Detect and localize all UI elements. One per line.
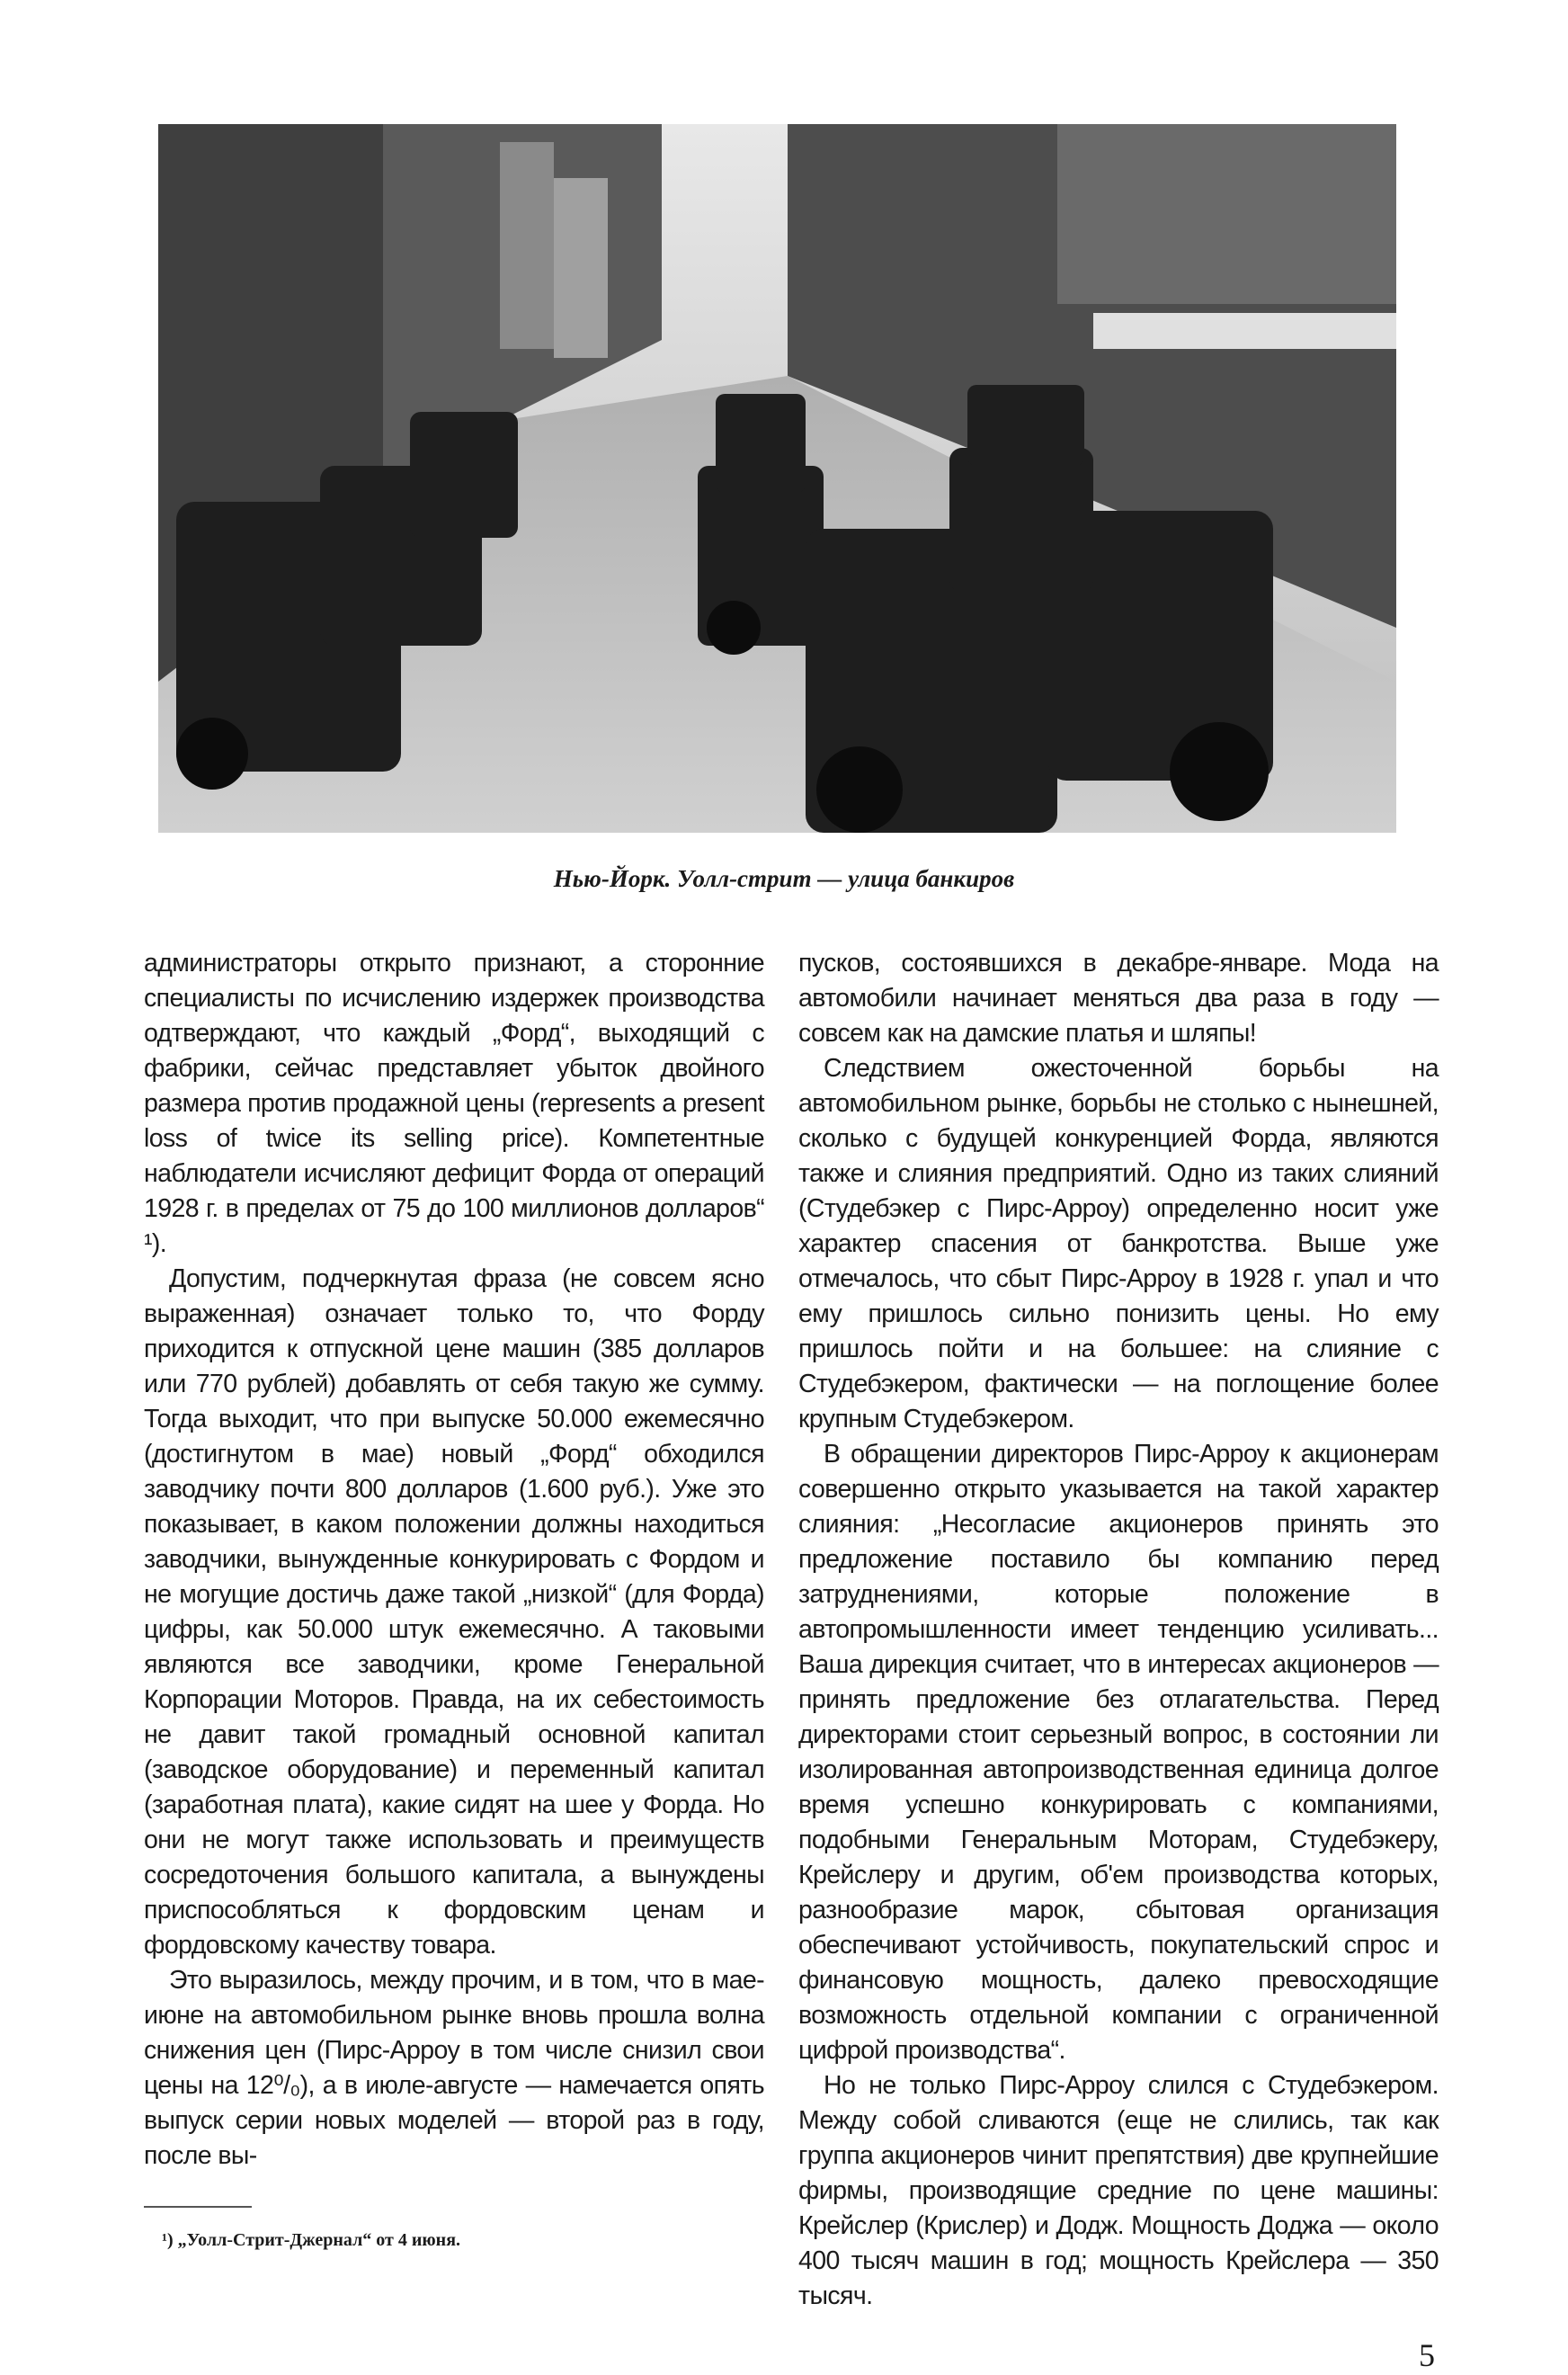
paragraph: Допустим, подчеркнутая фраза (не совсем ясно выраженная) означает только то, что Форду приходится к отпускной цене машин (385 долларов или 770 рублей) добавлять от себя такую же сумму. Тогда выходит, что при выпуске 50.000 ежемесячно (достигнутом в мае) новый „Форд“ обходился заводчику почти 800 долларов (1.600 руб.). Уже это показывает, в каком положении должны находиться заводчики, вынужденные конкурировать с Фордом и не могущие достичь даже такой „низкой“ (для Форда) цифры, как 50.000 штук ежемесячно. А таковыми являются все заводчики, кроме Генеральной Корпорации Моторов. Правда, на их себестоимость не давит такой громадный основной капитал (заводское оборудование) и переменный капитал (заработная плата), какие сидят на шее у Форда. Но они не могут также использовать и преимуществ сосредоточения большого капитала, а вынуждены приспособляться к фордовским ценам и фордовскому качеству товара. <box>144 1264 764 1960</box>
footnote-divider <box>144 2206 252 2208</box>
footnote: ¹) „Уолл-Стрит-Джернал“ от 4 июня. <box>162 2230 461 2250</box>
page-number: 5 <box>1419 2337 1435 2373</box>
paragraph: Следствием ожесточенной борьбы на автомобильном рынке, борьбы не столько с нынешней, сколько с будущей конкуренцией Форда, являются также и слияния предприятий. Одно из таких слияний (Студебэкер с Пирс-Арроу) определенно носит уже характер спасения от банкротства. Выше уже отмечалось, что сбыт Пирс-Арроу в 1928 г. упал и что ему пришлось сильно понизить цены. Но ему пришлось пойти и на большее: на слияние с Студебэкером, фактически — на поглощение более крупным Студебэкером. <box>798 1054 1439 1433</box>
paragraph: Но не только Пирс-Арроу слился с Студебэкером. Между собой сливаются (еще не слились, так как группа акционеров чинит препятствия) две крупнейшие фирмы, производящие средние по цене машины: Крейслер (Крислер) и Додж. Мощность Доджа — около 400 тысяч машин в год; мощность Крейслера — 350 тысяч. <box>798 2071 1439 2310</box>
left-column <box>144 946 764 2253</box>
photo-caption: Нью-Йорк. Уолл-стрит — улица банкиров <box>553 865 1015 892</box>
street-photo <box>158 124 1396 833</box>
right-column <box>798 946 1439 2375</box>
paragraph: администраторы открыто признают, а сторонние специалисты по исчислению издержек производства одтверждают, что каждый „Форд“, выходящий с фабрики, сейчас представляет убыток двойного размера против продажной цены (represents a present loss of twice its selling price). Компетентные наблюдатели исчисляют дефицит Форда от операций 1928 г. в пределах от 75 до 100 миллионов долларов“ ¹). <box>144 949 764 1258</box>
wall-street-traffic-image <box>158 124 1396 833</box>
paragraph: пусков, состоявшихся в декабре-январе. Мода на автомобили начинает меняться два раза в году — совсем как на дамские платья и шляпы! <box>798 949 1439 1048</box>
paragraph: Это выразилось, между прочим, и в том, что в мае-июне на автомобильном рынке вновь прошла волна снижения цен (Пирс-Арроу в том числе снизил свои цены на 12⁰/₀), а в июле-августе — намечается опять выпуск серии новых моделей — второй раз в году, после вы- <box>144 1966 764 2170</box>
paragraph: В обращении директоров Пирс-Арроу к акционерам совершенно открыто указывается на такой характер слияния: „Несогласие акционеров принять это предложение поставило бы компанию перед затруднениями, которые положение в автопромышленности имеет тенденцию усиливать... Ваша дирекция считает, что в интересах акционеров — принять предложение без отлагательства. Перед директорами стоит серьезный вопрос, в состоянии ли изолированная автопроизводственная единица долгое время успешно конкурировать с компаниями, подобными Генеральным Моторам, Студебэкеру, Крейслеру и другим, об'ем производства которых, разнообразие марок, сбытовая организация обеспечивают устойчивость, покупательский спрос и финансовую мощность, далеко превосходящие возможность отдельной компании с ограниченной цифрой производства“. <box>798 1440 1439 2065</box>
